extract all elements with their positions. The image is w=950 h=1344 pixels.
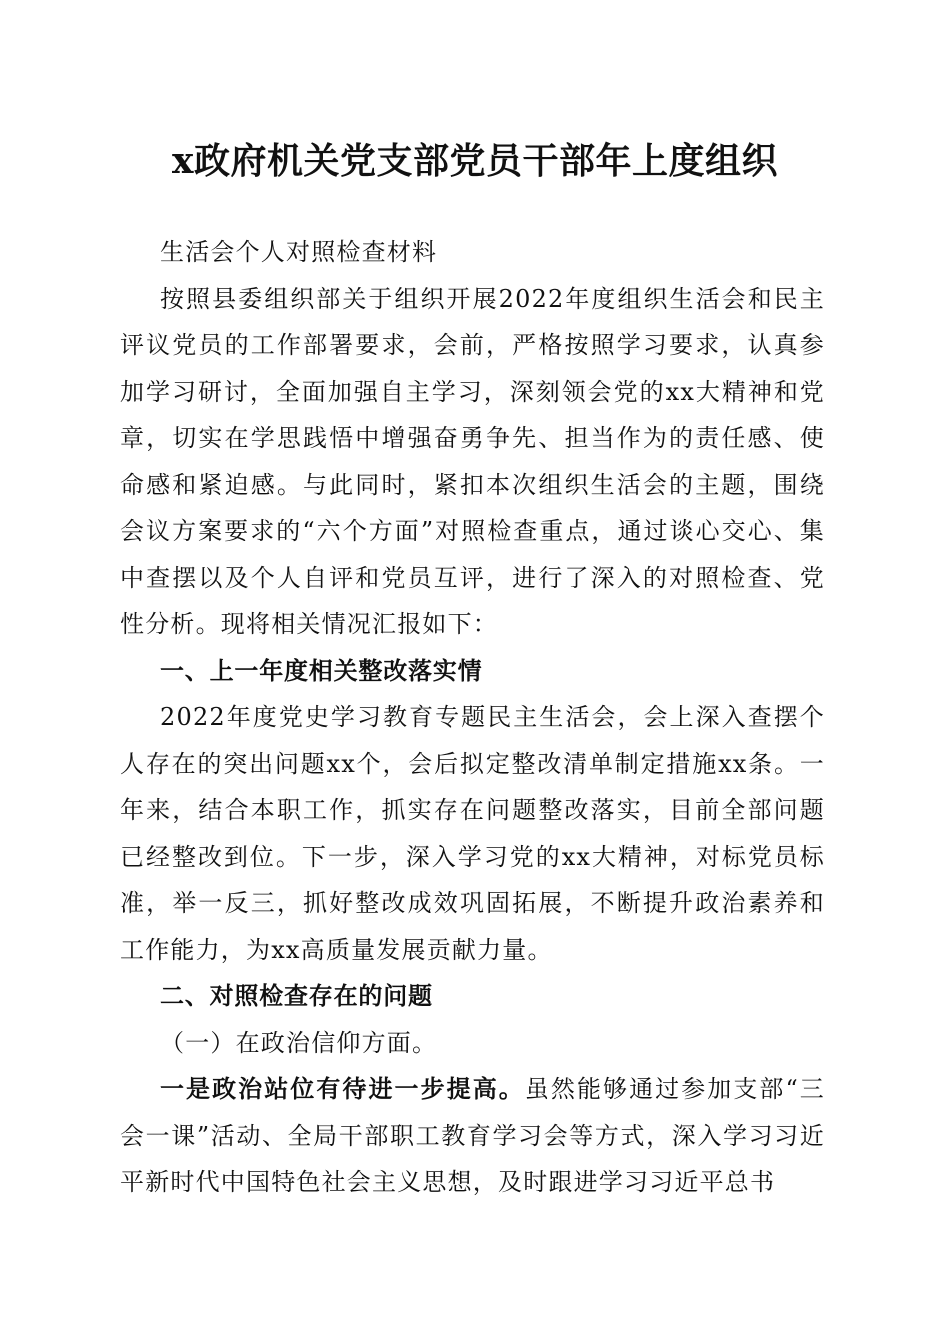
document-title: x政府机关党支部党员干部年上度组织 [172, 140, 778, 182]
section-2-heading: 二、对照检查存在的问题 [160, 982, 433, 1010]
section-2-item-1-lead: 一是政治站位有待进一步提高。 [160, 1074, 525, 1103]
document-subtitle: 生活会个人对照检查材料 [160, 238, 438, 266]
section-1-heading: 一、上一年度相关整改落实情 [160, 656, 483, 685]
section-2-item-1 [120, 1066, 825, 1206]
section-1-paragraph: 2022年度党史学习教育专题民主生活会，会上深入查摆个人存在的突出问题xx个，会后拟定整改清单制定措施xx条。一年来，结合本职工作，抓实存在问题整改落实，目前全部问题已经整改到位。下一步，深入学习党的xx大精神，对标党员标准，举一反三，抓好整改成效巩固拓展，不断提升政治素养和工作能力，为xx高质量发展贡献力量。 [120, 703, 825, 964]
section-2-subheading-1: （一）在政治信仰方面。 [160, 1028, 438, 1057]
intro-paragraph: 按照县委组织部关于组织开展2022年度组织生活会和民主评议党员的工作部署要求，会前，严格按照学习要求，认真参加学习研讨，全面加强自主学习，深刻领会党的xx大精神和党章，切实在学思践悟中增强奋勇争先、担当作为的责任感、使命感和紧迫感。与此同时，紧扣本次组织生活会的主题，围绕会议方案要求的“六个方面”对照检查重点，通过谈心交心、集中查摆以及个人自评和党员互评，进行了深入的对照检查、党性分析。现将相关情况汇报如下： [120, 284, 825, 638]
document-body [120, 229, 825, 1206]
section-2-item-1-body: 虽然能够通过参加支部“三会一课”活动、全局干部职工教育学习会等方式，深入学习习近平新时代中国特色社会主义思想，及时跟进学习习近平总书 [120, 1075, 825, 1196]
